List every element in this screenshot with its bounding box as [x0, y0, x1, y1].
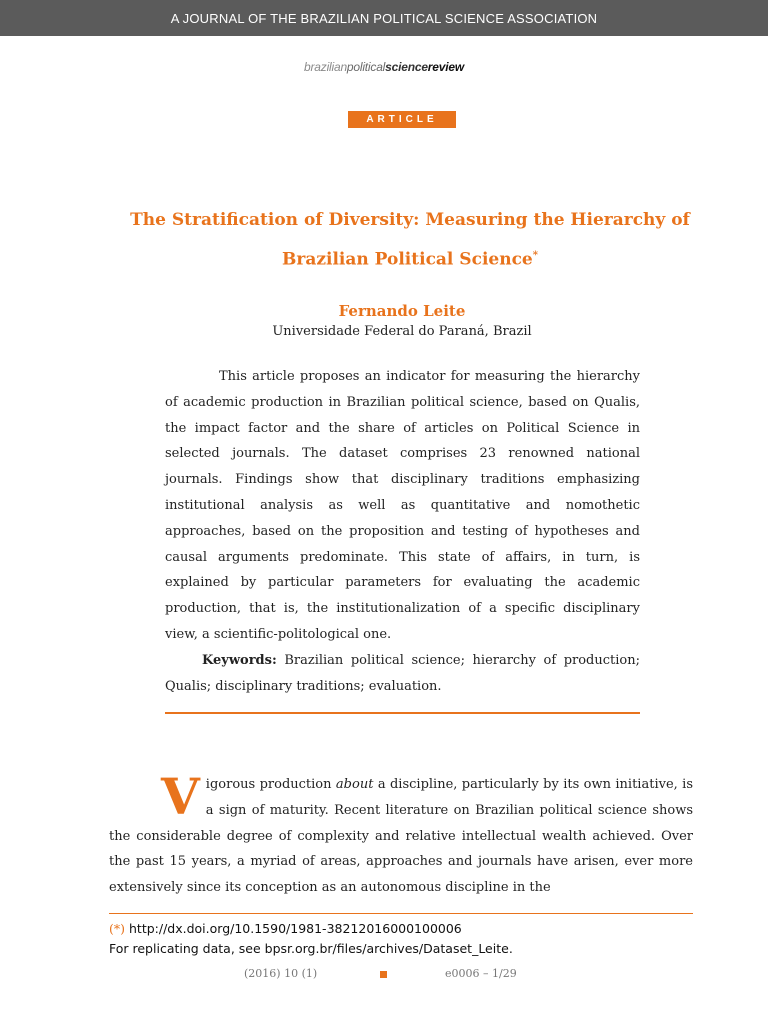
keywords [165, 648, 640, 700]
title-line-1: The Stratification of Diversity: Measuring the Hierarchy of [130, 210, 690, 230]
footnote-divider [109, 913, 693, 914]
abstract [165, 364, 640, 699]
logo-part-science: science [385, 60, 428, 74]
banner-text: A JOURNAL OF THE BRAZILIAN POLITICAL SCIENCE ASSOCIATION [170, 10, 598, 26]
body-text-post: a discipline, particularly by its own initiative, is a sign of maturity. Recent literature on Brazilian political science shows the considerable degree of complexity and relative intellectual wealth achieved. Over the past 15 years, a myriad of areas, approaches and journals have arisen, ever more extensively since its conception as an autonomous discipline in the [109, 777, 693, 896]
journal-logo [0, 60, 768, 74]
intro-paragraph [109, 767, 693, 901]
footnote [109, 919, 709, 959]
badge-label: ARTICLE [366, 114, 438, 125]
drop-cap: V [161, 767, 200, 826]
volume-info: (2016) 10 (1) [244, 967, 318, 980]
page-number: e0006 – 1/29 [445, 967, 517, 980]
doi-link[interactable]: http://dx.doi.org/10.1590/1981-38212016000100006 [129, 921, 462, 936]
body-text-pre: igorous production [205, 777, 336, 792]
logo-part-political: political [346, 60, 386, 74]
footer-square-icon [380, 971, 387, 978]
abstract-divider [165, 712, 640, 714]
title-footnote-marker[interactable]: * [532, 250, 538, 261]
journal-banner [0, 0, 768, 36]
title-line-2 [110, 238, 710, 278]
keywords-label: Keywords: [202, 652, 277, 668]
logo-part-review: review [427, 60, 464, 74]
body-paragraph [109, 767, 693, 901]
body-text-emphasis: about [335, 777, 374, 792]
page-footer [0, 967, 768, 983]
logo-part-brazilian: brazilian [304, 60, 347, 74]
replication-note: For replicating data, see bpsr.org.br/files/archives/Dataset_Leite. [109, 941, 513, 956]
footnote-marker: (*) [109, 921, 126, 936]
footnote-doi-line [109, 919, 709, 939]
article-title [110, 203, 710, 278]
title-line-2-text: Brazilian Political Science [282, 249, 533, 270]
author-name: Fernando Leite [338, 302, 466, 320]
article-type-badge [348, 111, 456, 128]
abstract-text: This article proposes an indicator for measuring the hierarchy of academic production in Brazilian political science, based on Qualis, the impact factor and the share of articles on Political Science in selected journals. The dataset comprises 23 renowned national journals. Findings show that disciplinary traditions emphasizing institutional analysis as well as quantitative and nomothetic approaches, based on the proposition and testing of hypotheses and causal arguments predominate. This state of affairs, in turn, is explained by particular parameters for evaluating the academic production, that is, the institutionalization of a specific disciplinary view, a scientific-politological one. [165, 369, 640, 642]
author-affiliation: Universidade Federal do Paraná, Brazil [272, 324, 532, 339]
keywords-text: Brazilian political science; hierarchy of production; Qualis; disciplinary traditions; evaluation. [165, 652, 640, 694]
